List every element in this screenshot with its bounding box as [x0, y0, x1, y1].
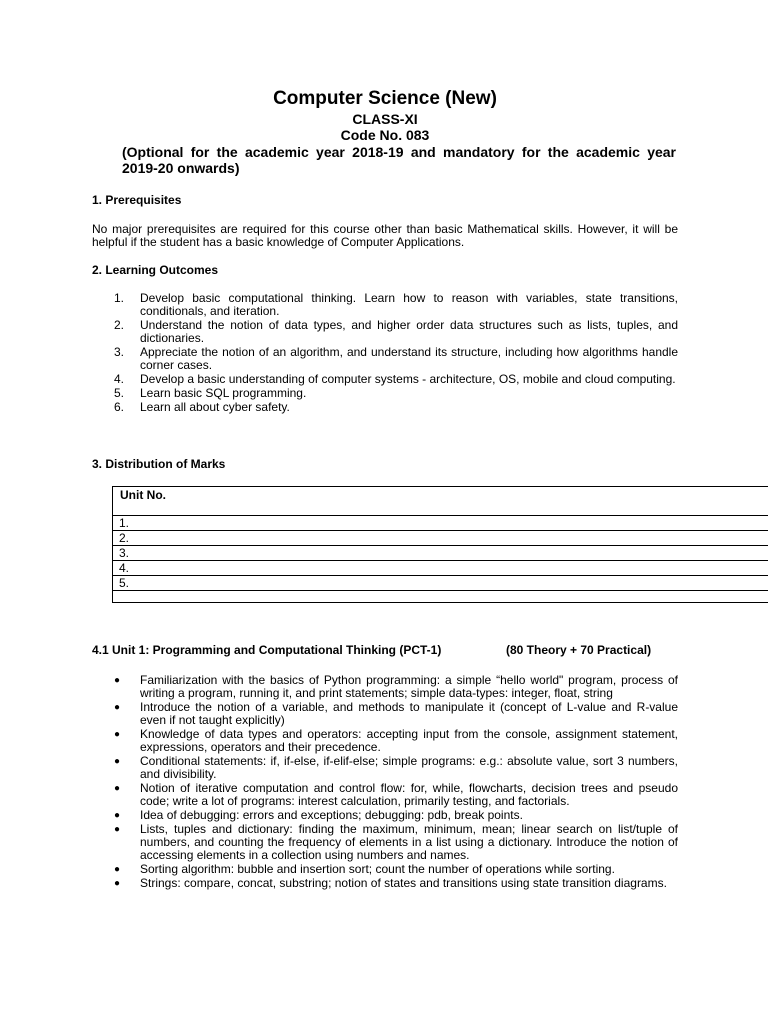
academic-year-notice: (Optional for the academic year 2018-19 and mandatory for the academic year 2019-20 onwards) [122, 144, 676, 176]
list-item-text: Familiarization with the basics of Python programming: a simple “hello world" program, process of writing a program, running it, and print statements; simple data-types: integer, float, string [140, 673, 678, 700]
marks-table [112, 486, 768, 603]
column-header-unit-no: Unit No. [120, 488, 166, 502]
list-item-text: Sorting algorithm: bubble and insertion sort; count the number of operations while sorting. [140, 862, 615, 876]
table-row [113, 546, 768, 561]
list-item [92, 809, 678, 822]
table-row [113, 516, 768, 531]
bullet: ● [114, 702, 121, 713]
list-number: 3. [114, 345, 125, 359]
bullet: ● [114, 783, 121, 794]
table-cell: 3. [119, 546, 130, 560]
document-title: Computer Science (New) [273, 88, 497, 109]
list-item-text: Introduce the notion of a variable, and methods to manipulate it (concept of L-value and R-value even if not taught explicitly) [140, 700, 678, 727]
table-row [113, 561, 768, 576]
list-item-text: Lists, tuples and dictionary: finding the maximum, minimum, mean; linear search on list/tuple of numbers, and counting the frequency of elements in a list using a dictionary. Introduce the notion of accessing elements in a collection using numbers and names. [140, 822, 678, 862]
list-item [92, 292, 678, 318]
list-item [92, 755, 678, 781]
unit1-marks: (80 Theory + 70 Practical) [506, 643, 652, 657]
list-number: 6. [114, 400, 125, 414]
bullet: ● [114, 810, 121, 821]
bullet: ● [114, 878, 121, 889]
list-item [92, 387, 678, 400]
list-item [92, 823, 678, 862]
list-item-text: Conditional statements: if, if-else, if-elif-else; simple programs: e.g.: absolute value, sort 3 numbers, and divisibility. [140, 754, 678, 781]
learning-outcomes-heading: 2. Learning Outcomes [92, 263, 219, 277]
list-item [92, 782, 678, 808]
learning-outcomes-list [92, 292, 678, 415]
bullet: ● [114, 864, 121, 875]
list-item [92, 728, 678, 754]
list-number: 4. [114, 372, 125, 386]
list-item-text: Knowledge of data types and operators: accepting input from the console, assignment statement, expressions, operators and their precedence. [140, 727, 678, 754]
list-number: 1. [114, 291, 125, 305]
list-item-text: Appreciate the notion of an algorithm, and understand its structure, including how algorithms handle corner cases. [140, 345, 678, 372]
unit1-heading-row [92, 644, 692, 657]
list-number: 5. [114, 386, 125, 400]
list-item [92, 877, 678, 890]
list-number: 2. [114, 318, 125, 332]
list-item [92, 701, 678, 727]
list-item-text: Develop basic computational thinking. Learn how to reason with variables, state transitions, conditionals, and iteration. [140, 291, 678, 318]
list-item-text: Idea of debugging: errors and exceptions; debugging: pdb, break points. [140, 808, 523, 822]
list-item-text: Learn basic SQL programming. [140, 386, 307, 400]
list-item-text: Strings: compare, concat, substring; notion of states and transitions using state transition diagrams. [140, 876, 667, 890]
unit1-heading: 4.1 Unit 1: Programming and Computational Thinking (PCT-1) [92, 643, 442, 657]
list-item [92, 674, 678, 700]
prerequisites-text: No major prerequisites are required for this course other than basic Mathematical skills. However, it will be helpful if the student has a basic knowledge of Computer Applications. [92, 222, 678, 249]
list-item [92, 319, 678, 345]
table-cell: 4. [119, 561, 130, 575]
bullet: ● [114, 729, 121, 740]
table-row [113, 589, 768, 602]
distribution-heading: 3. Distribution of Marks [92, 457, 226, 471]
bullet: ● [114, 675, 121, 686]
unit1-topics-list [92, 674, 678, 891]
prerequisites-heading: 1. Prerequisites [92, 193, 182, 207]
bullet: ● [114, 824, 121, 835]
bullet: ● [114, 756, 121, 767]
list-item-text: Learn all about cyber safety. [140, 400, 290, 414]
list-item-text: Develop a basic understanding of computer systems - architecture, OS, mobile and cloud computing. [140, 372, 676, 386]
list-item [92, 373, 678, 386]
table-cell: 2. [119, 531, 130, 545]
list-item [92, 401, 678, 414]
code-label: Code No. 083 [340, 127, 430, 143]
list-item-text: Understand the notion of data types, and higher order data structures such as lists, tuples, and dictionaries. [140, 318, 678, 345]
list-item [92, 346, 678, 372]
table-cell: 5. [119, 576, 130, 590]
table-header [113, 487, 768, 516]
list-item-text: Notion of iterative computation and control flow: for, while, flowcharts, decision trees and pseudo code; write a lot of programs: interest calculation, primarily testing, and factorials. [140, 781, 678, 808]
table-row [113, 531, 768, 546]
table-cell: 1. [119, 516, 130, 530]
list-item [92, 863, 678, 876]
class-label: CLASS-XI [352, 111, 418, 127]
